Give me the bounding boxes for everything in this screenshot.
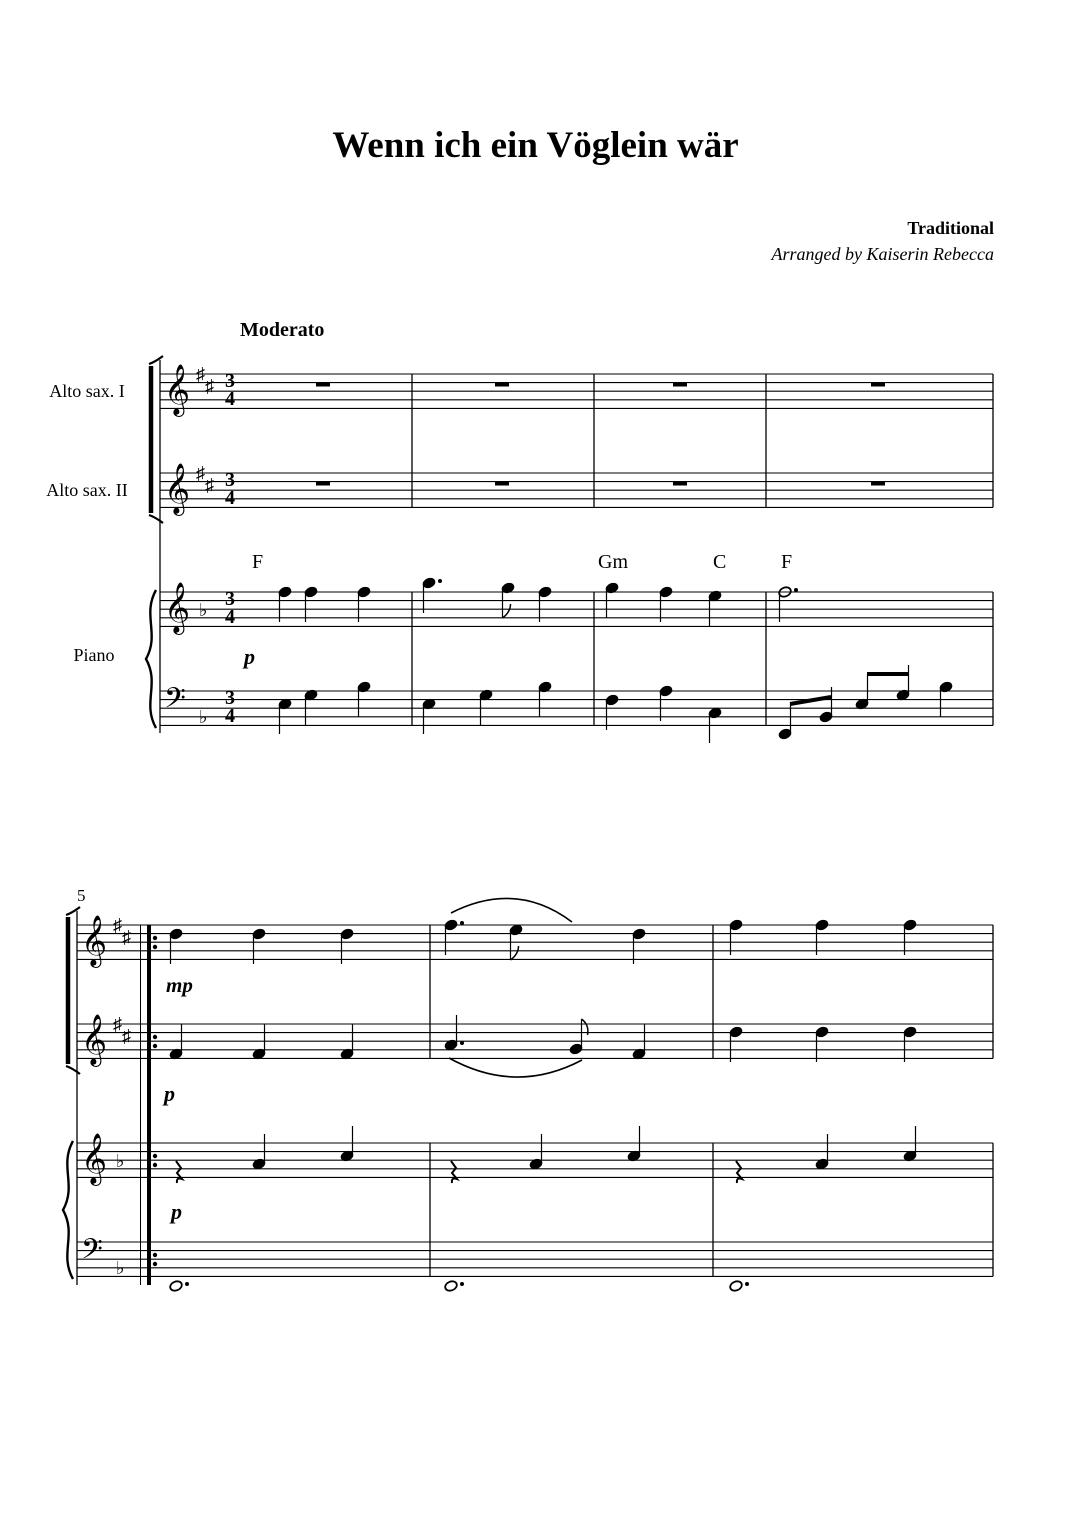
note-head xyxy=(444,1280,458,1293)
treble-clef-icon: 𝄞 xyxy=(164,365,191,414)
repeat-barline xyxy=(140,925,141,1285)
staff-sax1 xyxy=(160,374,993,408)
treble-clef-icon: 𝄞 xyxy=(164,464,191,513)
sharp-icon: ♯ xyxy=(122,927,131,947)
piece-title: Wenn ich ein Vöglein wär xyxy=(332,125,739,166)
note-dot xyxy=(460,1282,464,1286)
staff-sax2 xyxy=(160,473,993,507)
instrument-label-sax1: Alto sax. I xyxy=(49,381,125,401)
note-head xyxy=(169,1280,183,1293)
dynamic-marking: p xyxy=(171,1199,182,1224)
whole-rest xyxy=(495,382,509,387)
whole-rest xyxy=(673,382,687,387)
staff-piano-bass xyxy=(77,1242,993,1276)
instrument-label-piano: Piano xyxy=(73,645,115,665)
repeat-dot xyxy=(153,1253,157,1257)
composer-credit: Traditional xyxy=(907,218,994,238)
note-dot xyxy=(460,921,464,925)
treble-clef-icon: 𝄞 xyxy=(81,916,108,965)
flat-icon: ♭ xyxy=(116,1151,125,1171)
sharp-icon: ♯ xyxy=(205,475,214,495)
whole-rest xyxy=(871,481,885,486)
instrument-label-sax2: Alto sax. II xyxy=(46,480,128,500)
sharp-icon: ♯ xyxy=(196,364,205,384)
time-signature-piano-treble xyxy=(225,588,235,628)
staff-sax1 xyxy=(77,925,993,959)
bass-clef-icon: 𝄢 xyxy=(164,684,186,721)
bracket-hook xyxy=(66,1066,80,1074)
repeat-barline xyxy=(147,925,151,1285)
slur xyxy=(449,1058,582,1077)
flat-icon: ♭ xyxy=(199,600,208,620)
beam xyxy=(790,697,831,704)
chord-symbol: F xyxy=(252,551,264,573)
whole-rest xyxy=(316,481,330,486)
staff-piano-treble xyxy=(160,592,993,626)
sharp-icon: ♯ xyxy=(196,463,205,483)
svg-text:4: 4 xyxy=(225,487,235,509)
note-dot xyxy=(460,1041,464,1045)
brace xyxy=(63,1141,73,1279)
note-dot xyxy=(438,579,442,583)
flat-icon: ♭ xyxy=(199,707,208,727)
note-flag xyxy=(503,604,511,618)
dynamic-marking: p xyxy=(164,1081,175,1106)
svg-text:4: 4 xyxy=(225,705,235,727)
treble-clef-icon: 𝄞 xyxy=(81,1134,108,1183)
time-signature-sax2 xyxy=(225,469,235,509)
repeat-dot xyxy=(153,936,157,940)
repeat-dot xyxy=(153,1044,157,1048)
svg-text:3: 3 xyxy=(225,687,235,709)
repeat-dot xyxy=(153,1035,157,1039)
note-dot xyxy=(185,1282,189,1286)
arranger-credit: Arranged by Kaiserin Rebecca xyxy=(771,244,994,264)
staff-sax2 xyxy=(77,1024,993,1058)
whole-rest xyxy=(673,481,687,486)
time-signature-sax1 xyxy=(225,370,235,410)
quarter-rest xyxy=(736,1161,742,1183)
quarter-rest xyxy=(451,1161,457,1183)
repeat-dot xyxy=(153,1154,157,1158)
note-head xyxy=(729,1280,743,1293)
svg-text:3: 3 xyxy=(225,370,235,392)
sharp-icon: ♯ xyxy=(113,1014,122,1034)
measure-number: 5 xyxy=(77,886,86,905)
repeat-dot xyxy=(153,1262,157,1266)
bracket-hook xyxy=(66,907,80,915)
tempo-marking: Moderato xyxy=(240,319,325,341)
chord-symbol: C xyxy=(713,551,727,573)
repeat-dot xyxy=(153,945,157,949)
quarter-rest xyxy=(176,1161,182,1183)
whole-rest xyxy=(495,481,509,486)
bracket-hook xyxy=(149,356,163,364)
whole-rest xyxy=(316,382,330,387)
note-dot xyxy=(745,1282,749,1286)
note-flag xyxy=(511,946,519,960)
chord-symbol: Gm xyxy=(598,551,628,573)
svg-text:4: 4 xyxy=(225,388,235,410)
bass-clef-icon: 𝄢 xyxy=(81,1235,103,1272)
whole-rest xyxy=(871,382,885,387)
treble-clef-icon: 𝄞 xyxy=(164,583,191,632)
chord-symbol: F xyxy=(781,551,793,573)
sharp-icon: ♯ xyxy=(122,1026,131,1046)
sharp-icon: ♯ xyxy=(113,915,122,935)
dynamic-marking: mp xyxy=(166,973,193,997)
treble-clef-icon: 𝄞 xyxy=(81,1015,108,1064)
repeat-dot xyxy=(153,1163,157,1167)
flat-icon: ♭ xyxy=(116,1258,125,1278)
slur xyxy=(451,898,572,922)
brace xyxy=(146,590,156,728)
svg-text:3: 3 xyxy=(225,469,235,491)
bracket-hook xyxy=(149,515,163,523)
svg-text:3: 3 xyxy=(225,588,235,610)
sharp-icon: ♯ xyxy=(205,376,214,396)
note-dot xyxy=(794,588,798,592)
time-signature-piano-bass xyxy=(225,687,235,727)
dynamic-marking: p xyxy=(244,644,255,669)
svg-text:4: 4 xyxy=(225,606,235,628)
